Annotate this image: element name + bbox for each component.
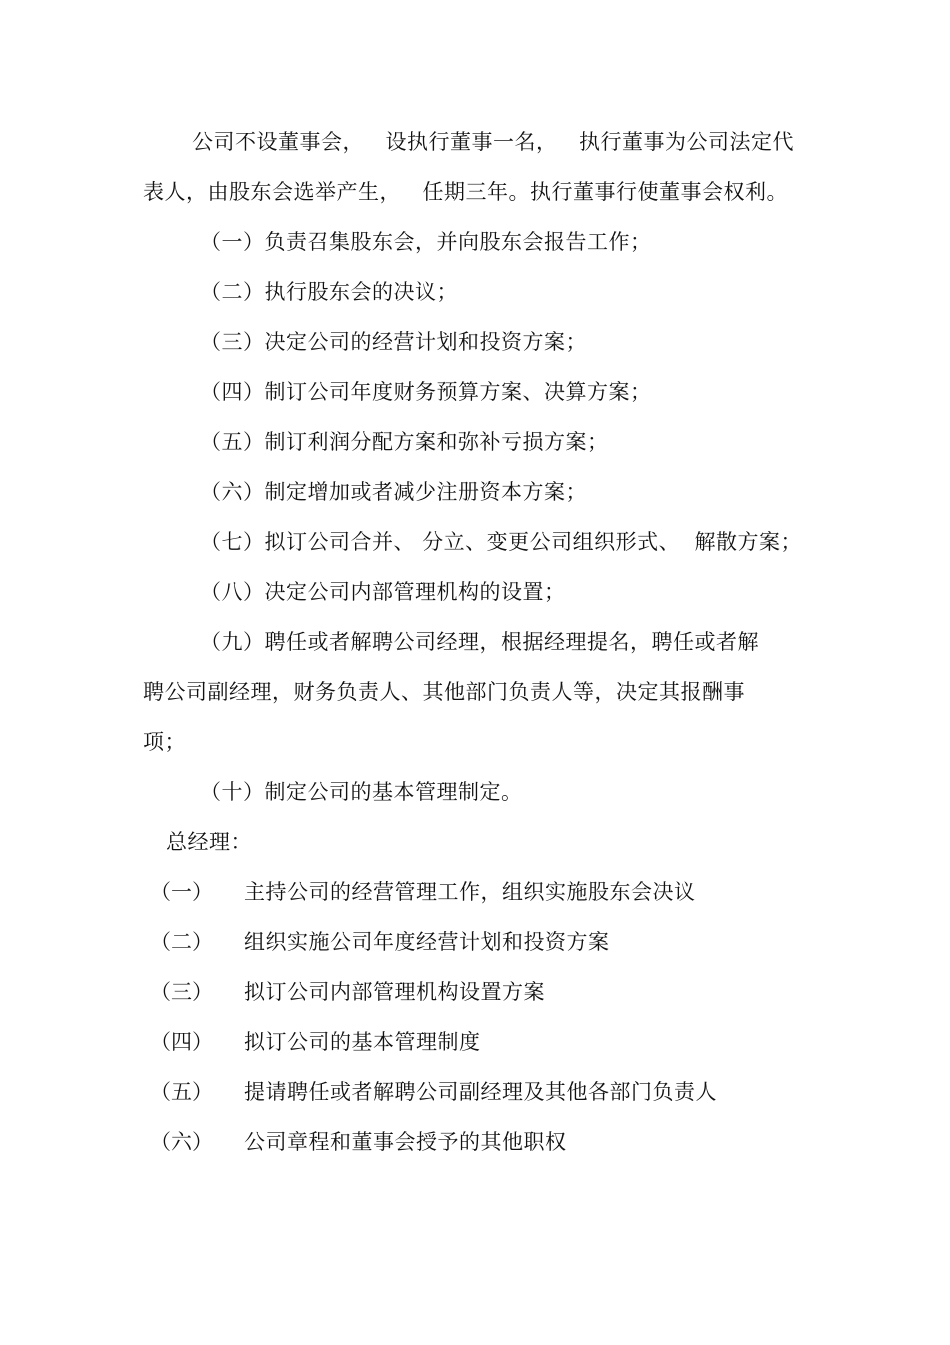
director-duty-7: （七）拟订公司合并、 分立、变更公司组织形式、 解散方案； [200,530,803,554]
director-duty-9-line-1: （九）聘任或者解聘公司经理，根据经理提名，聘任或者解 [200,630,759,654]
gm-item-number: （五） [150,1080,213,1104]
director-duty-5: （五）制订利润分配方案和弥补亏损方案； [200,430,609,454]
director-duty-3: （三）决定公司的经营计划和投资方案； [200,330,587,354]
director-duty-1: （一）负责召集股东会，并向股东会报告工作； [200,230,652,254]
director-duty-6: （六）制定增加或者减少注册资本方案； [200,480,587,504]
gm-item-number: （六） [150,1130,213,1154]
gm-item-text: 提请聘任或者解聘公司副经理及其他各部门负责人 [244,1080,717,1104]
gm-item-number: （四） [150,1030,213,1054]
director-duty-10: （十）制定公司的基本管理制定。 [200,780,523,804]
intro-line-2: 表人，由股东会选举产生， 任期三年。执行董事行使董事会权利。 [143,180,789,204]
intro-line-1: 公司不设董事会， 设执行董事一名， 执行董事为公司法定代 [192,130,795,154]
director-duty-8: （八）决定公司内部管理机构的设置； [200,580,566,604]
gm-item-number: （一） [150,880,213,904]
gm-item-text: 主持公司的经营管理工作，组织实施股东会决议 [244,880,696,904]
director-duty-9-line-2: 聘公司副经理，财务负责人、其他部门负责人等，决定其报酬事 [143,680,745,704]
director-duty-2: （二）执行股东会的决议； [200,280,458,304]
gm-item-text: 拟订公司的基本管理制度 [244,1030,481,1054]
gm-item-number: （二） [150,930,213,954]
director-duty-9-line-3: 项； [143,730,186,754]
gm-item-number: （三） [150,980,213,1004]
gm-item-text: 公司章程和董事会授予的其他职权 [244,1130,567,1154]
gm-item-text: 组织实施公司年度经营计划和投资方案 [244,930,610,954]
director-duty-4: （四）制订公司年度财务预算方案、决算方案； [200,380,652,404]
gm-heading: 总经理： [166,830,252,854]
gm-item-text: 拟订公司内部管理机构设置方案 [244,980,545,1004]
